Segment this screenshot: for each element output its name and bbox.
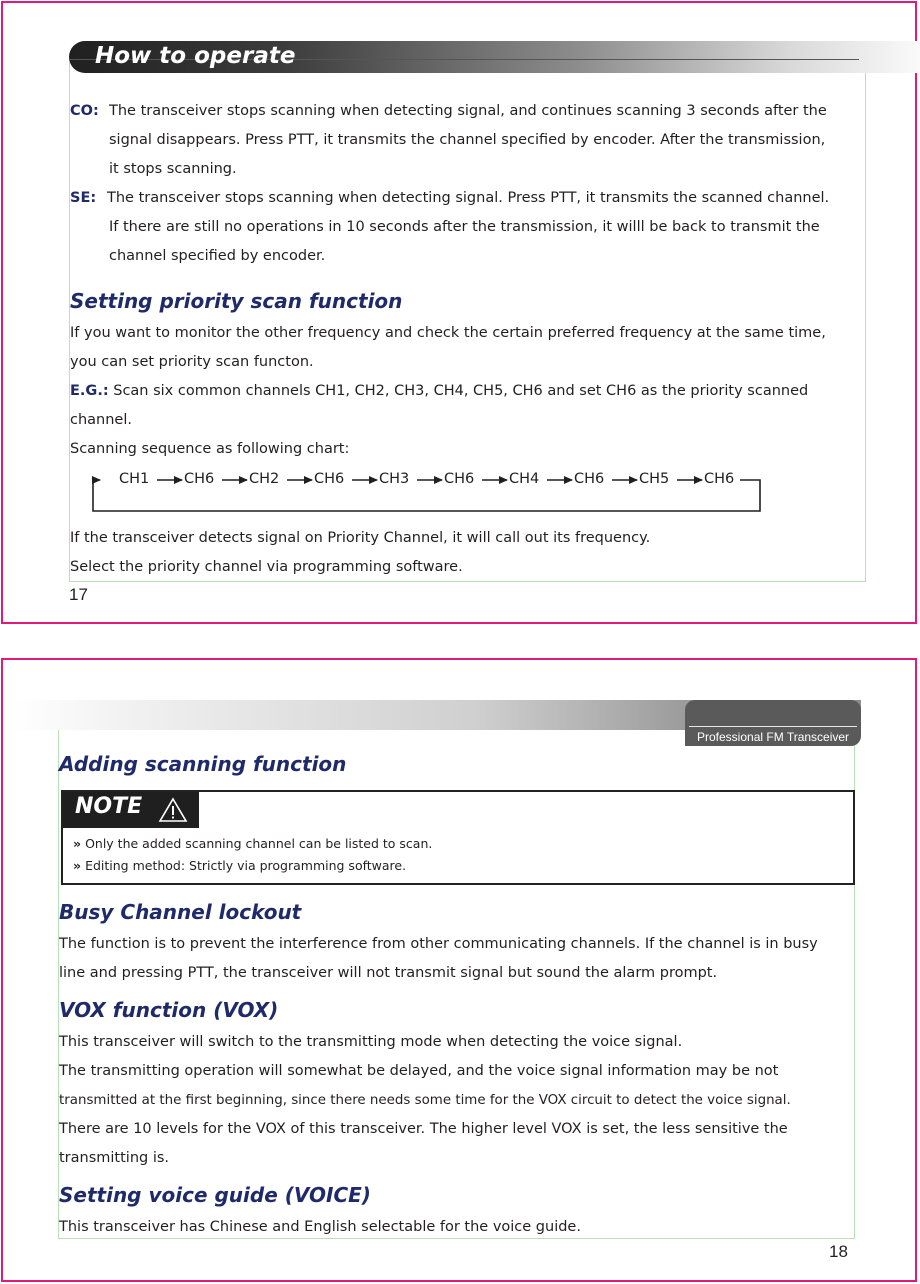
priority-heading: Setting priority scan function bbox=[70, 289, 403, 313]
note-item bbox=[73, 858, 406, 873]
warning-icon bbox=[158, 797, 188, 823]
page-number: 17 bbox=[69, 585, 88, 604]
co-line-1: The transceiver stops scanning when detecting signal, and continues scanning 3 seconds after the bbox=[109, 103, 827, 119]
note-item bbox=[73, 836, 432, 851]
sequence-channel: CH6 bbox=[314, 471, 345, 487]
sequence-channel: CH6 bbox=[704, 471, 735, 487]
sequence-channel: CH6 bbox=[574, 471, 605, 487]
vox-line-5: transmitting is. bbox=[59, 1150, 170, 1166]
sequence-channel: CH3 bbox=[379, 471, 410, 487]
eg-continuation: channel. bbox=[70, 412, 132, 428]
note-box bbox=[61, 790, 855, 885]
priority-line-2: you can set priority scan functon. bbox=[70, 354, 314, 370]
note-item-text: Only the added scanning channel can be listed to scan. bbox=[85, 836, 433, 851]
vox-line-1: This transceiver will switch to the transmitting mode when detecting the voice signal. bbox=[59, 1034, 683, 1050]
sequence-channel: CH4 bbox=[509, 471, 540, 487]
eg-text: Scan six common channels CH1, CH2, CH3, CH4, CH5, CH6 and set CH6 as the priority scanned bbox=[113, 383, 809, 399]
co-line-2: signal disappears. Press PTT, it transmits the channel specified by encoder. After the transmission, bbox=[109, 132, 826, 148]
se-line-2: If there are still no operations in 10 seconds after the transmission, it willl be back to transmit the bbox=[109, 219, 820, 235]
sequence-intro: Scanning sequence as following chart: bbox=[70, 441, 350, 457]
sequence-channel: CH6 bbox=[444, 471, 475, 487]
page-number: 18 bbox=[829, 1242, 848, 1261]
voice-heading: Setting voice guide (VOICE) bbox=[59, 1183, 371, 1207]
se-line-3: channel specified by encoder. bbox=[109, 248, 326, 264]
after-line-1: If the transceiver detects signal on Priority Channel, it will call out its frequency. bbox=[70, 530, 651, 546]
product-tag-label: Professional FM Transceiver bbox=[697, 730, 850, 744]
busy-line-1: The function is to prevent the interference from other communicating channels. If the channel is in busy bbox=[59, 936, 818, 952]
vox-heading: VOX function (VOX) bbox=[59, 998, 279, 1022]
sequence-channel: CH6 bbox=[184, 471, 215, 487]
vox-line-3: transmitted at the first beginning, since there needs some time for the VOX circuit to detect the voice signal. bbox=[59, 1093, 791, 1108]
banner-title: How to operate bbox=[95, 43, 296, 69]
adding-heading: Adding scanning function bbox=[59, 752, 347, 776]
note-item-text: Editing method: Strictly via programming software. bbox=[85, 858, 407, 873]
note-label: NOTE bbox=[75, 794, 143, 819]
co-label: CO: bbox=[70, 103, 99, 119]
sequence-channel: CH2 bbox=[249, 471, 280, 487]
after-line-2: Select the priority channel via programming software. bbox=[70, 559, 463, 575]
page-18 bbox=[1, 658, 917, 1282]
busy-line-2: line and pressing PTT, the transceiver will not transmit signal but sound the alarm prompt. bbox=[59, 965, 718, 981]
eg-label: E.G.: bbox=[70, 383, 109, 399]
double-chevron-icon: » bbox=[73, 836, 82, 851]
tag-divider bbox=[689, 726, 857, 727]
voice-line-1: This transceiver has Chinese and English selectable for the voice guide. bbox=[59, 1219, 581, 1235]
vox-line-4: There are 10 levels for the VOX of this transceiver. The higher level VOX is set, the less sensitive the bbox=[59, 1121, 788, 1137]
sequence-channel: CH5 bbox=[639, 471, 670, 487]
co-line-3: it stops scanning. bbox=[109, 161, 237, 177]
page-17 bbox=[1, 1, 917, 624]
sequence-channel: CH1 bbox=[119, 471, 150, 487]
note-header bbox=[63, 792, 199, 828]
vox-line-2: The transmitting operation will somewhat be delayed, and the voice signal information may be not bbox=[59, 1063, 779, 1079]
busy-heading: Busy Channel lockout bbox=[59, 900, 302, 924]
priority-line-1: If you want to monitor the other frequency and check the certain preferred frequency at the same time, bbox=[70, 325, 826, 341]
se-line-1: The transceiver stops scanning when detecting signal. Press PTT, it transmits the scanned channel. bbox=[107, 190, 830, 206]
se-label: SE: bbox=[70, 190, 97, 206]
double-chevron-icon: » bbox=[73, 858, 82, 873]
